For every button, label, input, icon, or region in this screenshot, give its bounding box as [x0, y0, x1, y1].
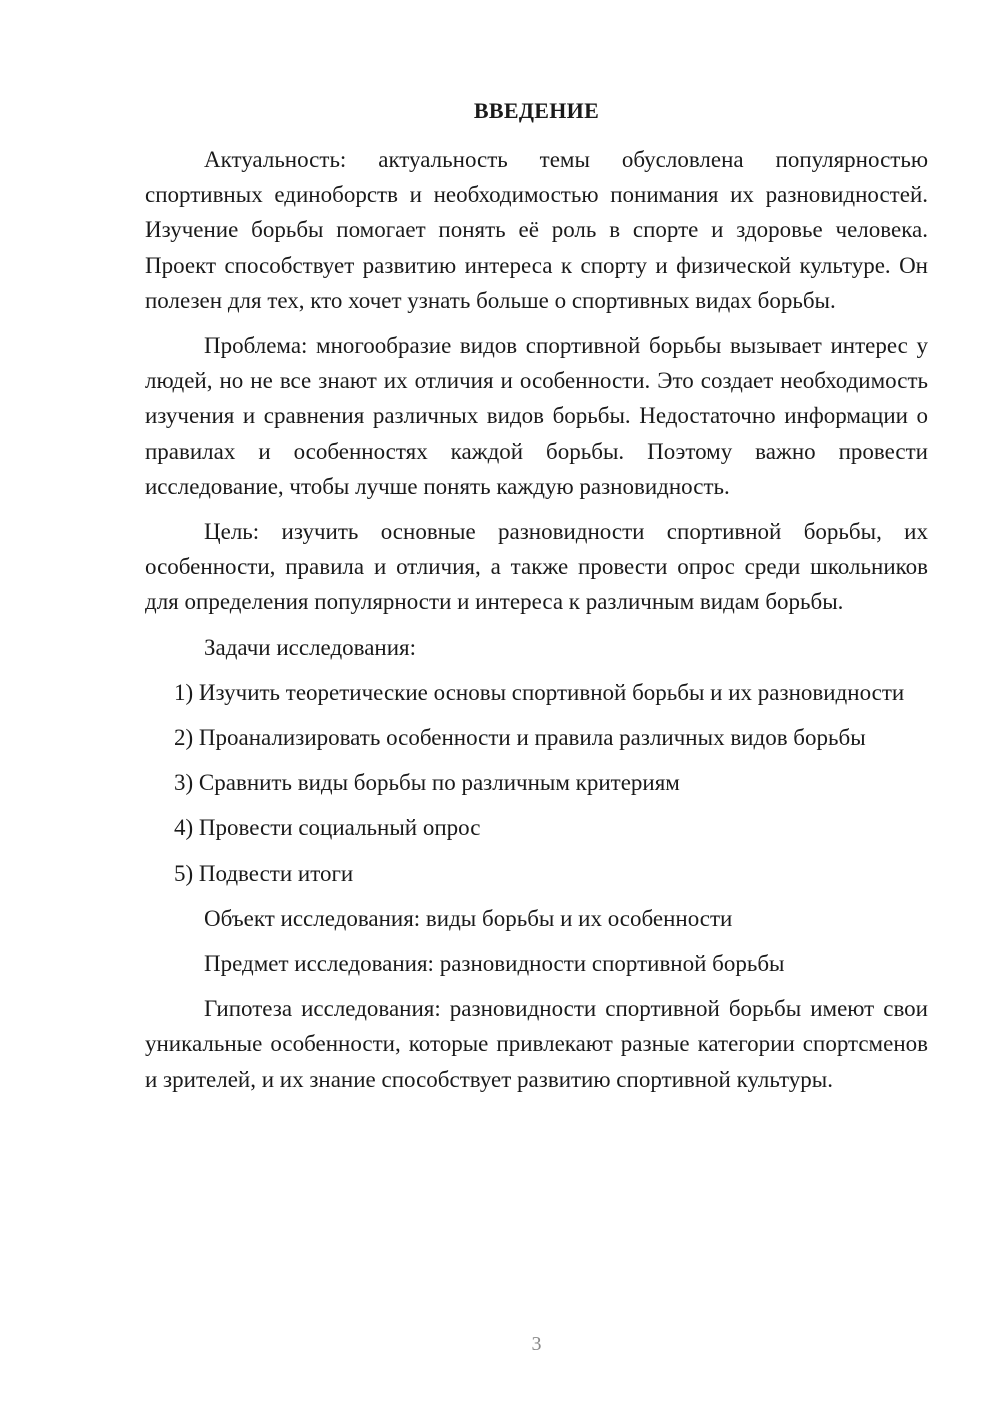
document-body [145, 142, 928, 1107]
goal-paragraph: Цель: изучить основные разновидности спортивной борьбы, их особенности, правила и отличия, а также провести опрос среди школьников для определения популярности и интереса к различным видам борьбы. [145, 519, 928, 615]
hypothesis-paragraph: Гипотеза исследования: разновидности спортивной борьбы имеют свои уникальные особенности, которые привлекают разные категории спортсменов и зрителей, и их знание способствует развитию спортивной культуры. [145, 996, 928, 1092]
page-number: 3 [531, 1333, 542, 1355]
task-item: 1) Изучить теоретические основы спортивной борьбы и их разновидности [174, 679, 905, 705]
page-title: ВВЕДЕНИЕ [473, 98, 600, 123]
research-subject: Предмет исследования: разновидности спортивной борьбы [204, 951, 785, 977]
task-item: 2) Проанализировать особенности и правила различных видов борьбы [174, 725, 866, 751]
relevance-paragraph: Актуальность: актуальность темы обусловлена популярностью спортивных единоборств и необходимостью понимания их разновидностей. Изучение борьбы помогает понять её роль в спорте и здоровье человека. Проект способствует развитию интереса к спорту и физической культуре. Он полезен для тех, кто хочет узнать больше о спортивных видах борьбы. [145, 147, 928, 313]
task-item: 3) Сравнить виды борьбы по различным критериям [174, 770, 680, 796]
document-page [145, 0, 928, 1414]
tasks-list [145, 675, 928, 891]
tasks-heading: Задачи исследования: [204, 634, 417, 660]
task-item: 4) Провести социальный опрос [174, 815, 481, 841]
problem-paragraph: Проблема: многообразие видов спортивной борьбы вызывает интерес у людей, но не все знают их отличия и особенности. Это создает необходимость изучения и сравнения различных видов борьбы. Недостаточно информации о правилах и особенностях каждой борьбы. Поэтому важно провести исследование, чтобы лучше понять каждую разновидность. [145, 333, 928, 499]
research-object: Объект исследования: виды борьбы и их особенности [204, 905, 733, 931]
task-item: 5) Подвести итоги [174, 860, 354, 886]
